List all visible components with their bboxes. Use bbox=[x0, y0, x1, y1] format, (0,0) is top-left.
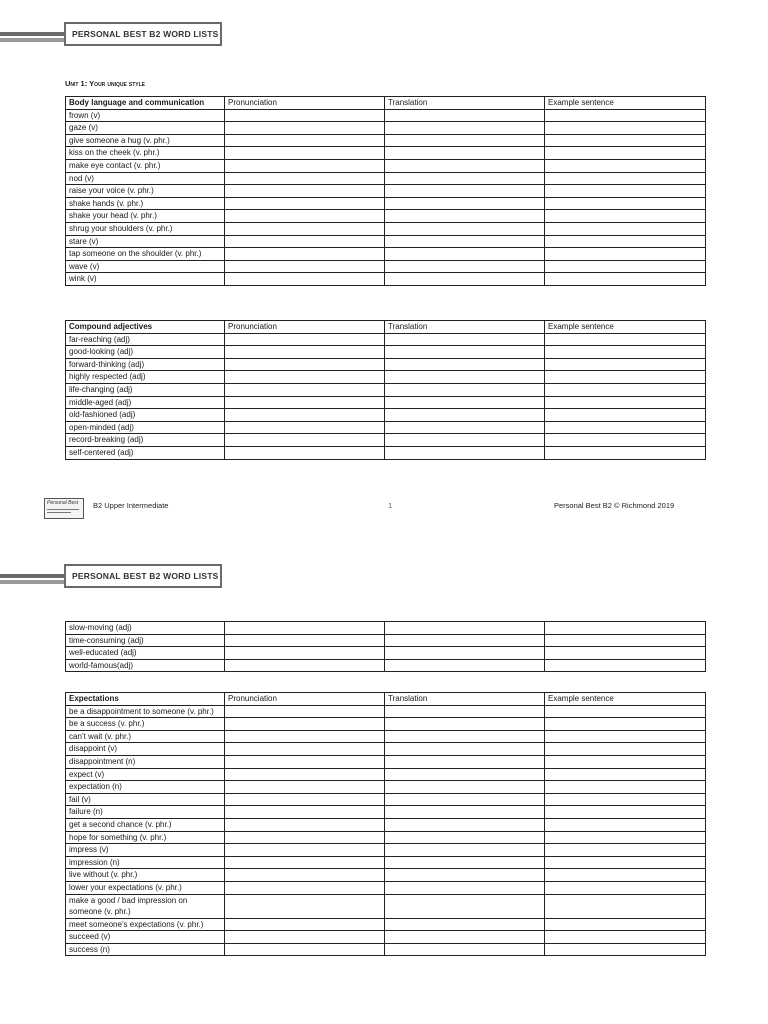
table-row bbox=[66, 396, 706, 409]
table-row bbox=[66, 781, 706, 794]
word-table-compound-adjectives-continued bbox=[65, 621, 706, 672]
word-cell: be a disappointment to someone (v. phr.) bbox=[66, 705, 225, 718]
example-sentence-cell[interactable] bbox=[545, 273, 706, 286]
table-row bbox=[66, 931, 706, 944]
table-row bbox=[66, 647, 706, 660]
table-row bbox=[66, 122, 706, 135]
word-cell: self-centered (adj) bbox=[66, 446, 225, 459]
example-sentence-cell[interactable] bbox=[545, 781, 706, 794]
table-row bbox=[66, 659, 706, 672]
column-header-translation: Translation bbox=[385, 693, 545, 706]
column-header-translation: Translation bbox=[385, 97, 545, 110]
word-cell: time-consuming (adj) bbox=[66, 634, 225, 647]
translation-cell[interactable] bbox=[385, 818, 545, 831]
translation-cell[interactable] bbox=[385, 333, 545, 346]
table-row bbox=[66, 421, 706, 434]
word-cell: lower your expectations (v. phr.) bbox=[66, 881, 225, 894]
word-cell: open-minded (adj) bbox=[66, 421, 225, 434]
word-cell: well-educated (adj) bbox=[66, 647, 225, 660]
table-row bbox=[66, 109, 706, 122]
example-sentence-cell[interactable] bbox=[545, 743, 706, 756]
table-row bbox=[66, 918, 706, 931]
translation-cell[interactable] bbox=[385, 346, 545, 359]
example-sentence-cell[interactable] bbox=[545, 147, 706, 160]
example-sentence-cell[interactable] bbox=[545, 881, 706, 894]
pronunciation-cell[interactable] bbox=[225, 147, 385, 160]
example-sentence-cell[interactable] bbox=[545, 755, 706, 768]
example-sentence-cell[interactable] bbox=[545, 371, 706, 384]
pronunciation-cell[interactable] bbox=[225, 743, 385, 756]
pronunciation-cell[interactable] bbox=[225, 931, 385, 944]
word-table-body-language bbox=[65, 96, 706, 286]
table-row bbox=[66, 134, 706, 147]
table-row bbox=[66, 793, 706, 806]
word-cell: middle-aged (adj) bbox=[66, 396, 225, 409]
word-cell: stare (v) bbox=[66, 235, 225, 248]
pronunciation-cell[interactable] bbox=[225, 659, 385, 672]
table-row bbox=[66, 818, 706, 831]
word-cell: forward-thinking (adj) bbox=[66, 358, 225, 371]
table-row bbox=[66, 718, 706, 731]
translation-cell[interactable] bbox=[385, 622, 545, 635]
word-cell: nod (v) bbox=[66, 172, 225, 185]
table-row bbox=[66, 197, 706, 210]
translation-cell[interactable] bbox=[385, 358, 545, 371]
example-sentence-cell[interactable] bbox=[545, 333, 706, 346]
footer-level: B2 Upper Intermediate bbox=[93, 501, 169, 510]
pronunciation-cell[interactable] bbox=[225, 260, 385, 273]
pronunciation-cell[interactable] bbox=[225, 943, 385, 956]
pronunciation-cell[interactable] bbox=[225, 781, 385, 794]
pronunciation-cell[interactable] bbox=[225, 383, 385, 396]
pronunciation-cell[interactable] bbox=[225, 730, 385, 743]
example-sentence-cell[interactable] bbox=[545, 185, 706, 198]
column-header-category: Body language and communication bbox=[66, 97, 225, 110]
translation-cell[interactable] bbox=[385, 434, 545, 447]
word-cell: failure (n) bbox=[66, 806, 225, 819]
pronunciation-cell[interactable] bbox=[225, 197, 385, 210]
table-row bbox=[66, 844, 706, 857]
table-row bbox=[66, 409, 706, 422]
translation-cell[interactable] bbox=[385, 159, 545, 172]
translation-cell[interactable] bbox=[385, 634, 545, 647]
table-row bbox=[66, 273, 706, 286]
page-footer bbox=[0, 498, 768, 520]
table-row bbox=[66, 894, 706, 918]
table-header-row bbox=[66, 693, 706, 706]
example-sentence-cell[interactable] bbox=[545, 197, 706, 210]
translation-cell[interactable] bbox=[385, 844, 545, 857]
example-sentence-cell[interactable] bbox=[545, 421, 706, 434]
translation-cell[interactable] bbox=[385, 781, 545, 794]
personal-best-logo bbox=[44, 498, 84, 519]
word-cell: meet someone’s expectations (v. phr.) bbox=[66, 918, 225, 931]
translation-cell[interactable] bbox=[385, 831, 545, 844]
word-cell: expectation (n) bbox=[66, 781, 225, 794]
word-cell: record-breaking (adj) bbox=[66, 434, 225, 447]
translation-cell[interactable] bbox=[385, 647, 545, 660]
translation-cell[interactable] bbox=[385, 172, 545, 185]
table-row bbox=[66, 172, 706, 185]
example-sentence-cell[interactable] bbox=[545, 818, 706, 831]
table-row bbox=[66, 730, 706, 743]
pronunciation-cell[interactable] bbox=[225, 634, 385, 647]
translation-cell[interactable] bbox=[385, 147, 545, 160]
translation-cell[interactable] bbox=[385, 931, 545, 944]
pronunciation-cell[interactable] bbox=[225, 358, 385, 371]
translation-cell[interactable] bbox=[385, 446, 545, 459]
example-sentence-cell[interactable] bbox=[545, 718, 706, 731]
header-stripe bbox=[0, 574, 64, 578]
example-sentence-cell[interactable] bbox=[545, 383, 706, 396]
pronunciation-cell[interactable] bbox=[225, 122, 385, 135]
table-header-row bbox=[66, 97, 706, 110]
example-sentence-cell[interactable] bbox=[545, 446, 706, 459]
header-stripe bbox=[0, 580, 64, 584]
pronunciation-cell[interactable] bbox=[225, 222, 385, 235]
word-cell: gaze (v) bbox=[66, 122, 225, 135]
example-sentence-cell[interactable] bbox=[545, 210, 706, 223]
table-row bbox=[66, 705, 706, 718]
header-stripe bbox=[0, 38, 64, 42]
table-row bbox=[66, 333, 706, 346]
example-sentence-cell[interactable] bbox=[545, 634, 706, 647]
translation-cell[interactable] bbox=[385, 856, 545, 869]
translation-cell[interactable] bbox=[385, 396, 545, 409]
header-title: PERSONAL BEST B2 WORD LISTS bbox=[64, 22, 222, 46]
pronunciation-cell[interactable] bbox=[225, 371, 385, 384]
logo-text: Personal Best bbox=[47, 500, 79, 506]
word-cell: raise your voice (v. phr.) bbox=[66, 185, 225, 198]
translation-cell[interactable] bbox=[385, 918, 545, 931]
column-header-example: Example sentence bbox=[545, 97, 706, 110]
example-sentence-cell[interactable] bbox=[545, 869, 706, 882]
column-header-pronunciation: Pronunciation bbox=[225, 321, 385, 334]
table-row bbox=[66, 856, 706, 869]
pronunciation-cell[interactable] bbox=[225, 755, 385, 768]
example-sentence-cell[interactable] bbox=[545, 793, 706, 806]
word-cell: world-famous(adj) bbox=[66, 659, 225, 672]
word-cell: get a second chance (v. phr.) bbox=[66, 818, 225, 831]
translation-cell[interactable] bbox=[385, 248, 545, 261]
table-row bbox=[66, 248, 706, 261]
word-cell: life-changing (adj) bbox=[66, 383, 225, 396]
table-row bbox=[66, 222, 706, 235]
pronunciation-cell[interactable] bbox=[225, 718, 385, 731]
translation-cell[interactable] bbox=[385, 222, 545, 235]
table-row bbox=[66, 869, 706, 882]
translation-cell[interactable] bbox=[385, 134, 545, 147]
pronunciation-cell[interactable] bbox=[225, 109, 385, 122]
word-cell: impression (n) bbox=[66, 856, 225, 869]
pronunciation-cell[interactable] bbox=[225, 210, 385, 223]
table-row bbox=[66, 434, 706, 447]
pronunciation-cell[interactable] bbox=[225, 918, 385, 931]
word-cell: make a good / bad impression on someone (v. phr.) bbox=[66, 894, 225, 918]
pronunciation-cell[interactable] bbox=[225, 409, 385, 422]
pronunciation-cell[interactable] bbox=[225, 768, 385, 781]
pronunciation-cell[interactable] bbox=[225, 273, 385, 286]
page-header bbox=[0, 564, 768, 588]
example-sentence-cell[interactable] bbox=[545, 409, 706, 422]
translation-cell[interactable] bbox=[385, 185, 545, 198]
word-cell: tap someone on the shoulder (v. phr.) bbox=[66, 248, 225, 261]
pronunciation-cell[interactable] bbox=[225, 172, 385, 185]
word-cell: kiss on the cheek (v. phr.) bbox=[66, 147, 225, 160]
pronunciation-cell[interactable] bbox=[225, 248, 385, 261]
pronunciation-cell[interactable] bbox=[225, 159, 385, 172]
table-row bbox=[66, 346, 706, 359]
example-sentence-cell[interactable] bbox=[545, 260, 706, 273]
page-header bbox=[0, 22, 768, 46]
translation-cell[interactable] bbox=[385, 755, 545, 768]
word-cell: success (n) bbox=[66, 943, 225, 956]
translation-cell[interactable] bbox=[385, 383, 545, 396]
translation-cell[interactable] bbox=[385, 705, 545, 718]
header-title: PERSONAL BEST B2 WORD LISTS bbox=[64, 564, 222, 588]
footer-page-number: 1 bbox=[388, 501, 393, 510]
word-cell: make eye contact (v. phr.) bbox=[66, 159, 225, 172]
unit-title: Unit 1: Your unique style bbox=[65, 79, 146, 88]
column-header-example: Example sentence bbox=[545, 693, 706, 706]
translation-cell[interactable] bbox=[385, 409, 545, 422]
word-cell: succeed (v) bbox=[66, 931, 225, 944]
header-stripe bbox=[0, 32, 64, 36]
word-cell: shake your head (v. phr.) bbox=[66, 210, 225, 223]
pronunciation-cell[interactable] bbox=[225, 818, 385, 831]
table-row bbox=[66, 235, 706, 248]
table-row bbox=[66, 383, 706, 396]
translation-cell[interactable] bbox=[385, 260, 545, 273]
pronunciation-cell[interactable] bbox=[225, 434, 385, 447]
table-row bbox=[66, 147, 706, 160]
example-sentence-cell[interactable] bbox=[545, 235, 706, 248]
example-sentence-cell[interactable] bbox=[545, 943, 706, 956]
pronunciation-cell[interactable] bbox=[225, 396, 385, 409]
example-sentence-cell[interactable] bbox=[545, 831, 706, 844]
table-row bbox=[66, 634, 706, 647]
table-row bbox=[66, 943, 706, 956]
translation-cell[interactable] bbox=[385, 894, 545, 918]
footer-copyright: Personal Best B2 © Richmond 2019 bbox=[554, 501, 675, 510]
translation-cell[interactable] bbox=[385, 659, 545, 672]
table-row bbox=[66, 371, 706, 384]
word-cell: wave (v) bbox=[66, 260, 225, 273]
translation-cell[interactable] bbox=[385, 273, 545, 286]
table-row bbox=[66, 260, 706, 273]
example-sentence-cell[interactable] bbox=[545, 894, 706, 918]
column-header-pronunciation: Pronunciation bbox=[225, 97, 385, 110]
word-cell: old-fashioned (adj) bbox=[66, 409, 225, 422]
table-row bbox=[66, 622, 706, 635]
translation-cell[interactable] bbox=[385, 881, 545, 894]
table-row bbox=[66, 743, 706, 756]
column-header-category: Compound adjectives bbox=[66, 321, 225, 334]
example-sentence-cell[interactable] bbox=[545, 172, 706, 185]
pronunciation-cell[interactable] bbox=[225, 894, 385, 918]
table-row bbox=[66, 806, 706, 819]
translation-cell[interactable] bbox=[385, 768, 545, 781]
example-sentence-cell[interactable] bbox=[545, 730, 706, 743]
pronunciation-cell[interactable] bbox=[225, 705, 385, 718]
word-cell: shake hands (v. phr.) bbox=[66, 197, 225, 210]
word-cell: frown (v) bbox=[66, 109, 225, 122]
pronunciation-cell[interactable] bbox=[225, 346, 385, 359]
word-cell: hope for something (v. phr.) bbox=[66, 831, 225, 844]
pronunciation-cell[interactable] bbox=[225, 844, 385, 857]
word-table-expectations bbox=[65, 692, 706, 956]
pronunciation-cell[interactable] bbox=[225, 793, 385, 806]
translation-cell[interactable] bbox=[385, 122, 545, 135]
pronunciation-cell[interactable] bbox=[225, 856, 385, 869]
translation-cell[interactable] bbox=[385, 943, 545, 956]
example-sentence-cell[interactable] bbox=[545, 931, 706, 944]
word-cell: live without (v. phr.) bbox=[66, 869, 225, 882]
translation-cell[interactable] bbox=[385, 197, 545, 210]
word-cell: slow-moving (adj) bbox=[66, 622, 225, 635]
word-cell: fail (v) bbox=[66, 793, 225, 806]
pronunciation-cell[interactable] bbox=[225, 185, 385, 198]
pronunciation-cell[interactable] bbox=[225, 831, 385, 844]
pronunciation-cell[interactable] bbox=[225, 647, 385, 660]
table-row bbox=[66, 358, 706, 371]
example-sentence-cell[interactable] bbox=[545, 918, 706, 931]
translation-cell[interactable] bbox=[385, 210, 545, 223]
translation-cell[interactable] bbox=[385, 421, 545, 434]
pronunciation-cell[interactable] bbox=[225, 421, 385, 434]
column-header-translation: Translation bbox=[385, 321, 545, 334]
example-sentence-cell[interactable] bbox=[545, 248, 706, 261]
table-row bbox=[66, 755, 706, 768]
translation-cell[interactable] bbox=[385, 718, 545, 731]
table-header-row bbox=[66, 321, 706, 334]
table-row bbox=[66, 446, 706, 459]
example-sentence-cell[interactable] bbox=[545, 856, 706, 869]
translation-cell[interactable] bbox=[385, 793, 545, 806]
column-header-example: Example sentence bbox=[545, 321, 706, 334]
word-table-compound-adjectives bbox=[65, 320, 706, 460]
pronunciation-cell[interactable] bbox=[225, 446, 385, 459]
example-sentence-cell[interactable] bbox=[545, 159, 706, 172]
table-row bbox=[66, 768, 706, 781]
pronunciation-cell[interactable] bbox=[225, 806, 385, 819]
word-cell: can’t wait (v. phr.) bbox=[66, 730, 225, 743]
example-sentence-cell[interactable] bbox=[545, 647, 706, 660]
example-sentence-cell[interactable] bbox=[545, 109, 706, 122]
table-row bbox=[66, 831, 706, 844]
word-cell: far-reaching (adj) bbox=[66, 333, 225, 346]
table-row bbox=[66, 210, 706, 223]
table-row bbox=[66, 185, 706, 198]
translation-cell[interactable] bbox=[385, 869, 545, 882]
word-cell: disappoint (v) bbox=[66, 743, 225, 756]
example-sentence-cell[interactable] bbox=[545, 434, 706, 447]
word-cell: good-looking (adj) bbox=[66, 346, 225, 359]
column-header-pronunciation: Pronunciation bbox=[225, 693, 385, 706]
word-cell: disappointment (n) bbox=[66, 755, 225, 768]
word-cell: expect (v) bbox=[66, 768, 225, 781]
pronunciation-cell[interactable] bbox=[225, 869, 385, 882]
pronunciation-cell[interactable] bbox=[225, 881, 385, 894]
example-sentence-cell[interactable] bbox=[545, 622, 706, 635]
pronunciation-cell[interactable] bbox=[225, 134, 385, 147]
example-sentence-cell[interactable] bbox=[545, 222, 706, 235]
translation-cell[interactable] bbox=[385, 806, 545, 819]
example-sentence-cell[interactable] bbox=[545, 844, 706, 857]
example-sentence-cell[interactable] bbox=[545, 358, 706, 371]
example-sentence-cell[interactable] bbox=[545, 768, 706, 781]
word-cell: highly respected (adj) bbox=[66, 371, 225, 384]
word-cell: shrug your shoulders (v. phr.) bbox=[66, 222, 225, 235]
pronunciation-cell[interactable] bbox=[225, 622, 385, 635]
example-sentence-cell[interactable] bbox=[545, 346, 706, 359]
translation-cell[interactable] bbox=[385, 730, 545, 743]
translation-cell[interactable] bbox=[385, 371, 545, 384]
translation-cell[interactable] bbox=[385, 743, 545, 756]
column-header-category: Expectations bbox=[66, 693, 225, 706]
translation-cell[interactable] bbox=[385, 109, 545, 122]
word-cell: impress (v) bbox=[66, 844, 225, 857]
example-sentence-cell[interactable] bbox=[545, 806, 706, 819]
example-sentence-cell[interactable] bbox=[545, 396, 706, 409]
table-row bbox=[66, 881, 706, 894]
table-row bbox=[66, 159, 706, 172]
example-sentence-cell[interactable] bbox=[545, 122, 706, 135]
example-sentence-cell[interactable] bbox=[545, 659, 706, 672]
example-sentence-cell[interactable] bbox=[545, 134, 706, 147]
example-sentence-cell[interactable] bbox=[545, 705, 706, 718]
translation-cell[interactable] bbox=[385, 235, 545, 248]
pronunciation-cell[interactable] bbox=[225, 333, 385, 346]
word-cell: be a success (v. phr.) bbox=[66, 718, 225, 731]
word-cell: wink (v) bbox=[66, 273, 225, 286]
word-cell: give someone a hug (v. phr.) bbox=[66, 134, 225, 147]
pronunciation-cell[interactable] bbox=[225, 235, 385, 248]
